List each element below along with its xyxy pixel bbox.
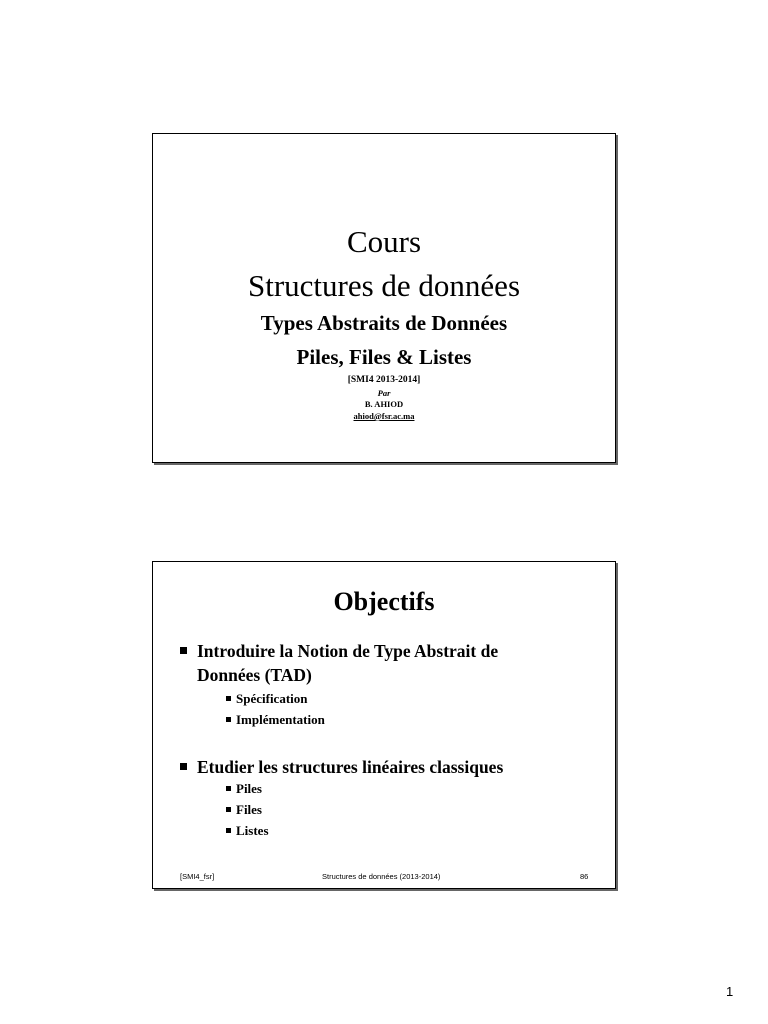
sub-bullet-implementation bbox=[226, 712, 325, 728]
bullet-square-icon bbox=[226, 786, 231, 791]
footer-left: [SMI4_fsr] bbox=[180, 872, 215, 881]
title-line-2: Structures de données bbox=[247, 268, 521, 303]
sub-bullet-text: Spécification bbox=[236, 691, 308, 706]
par-label: Par bbox=[377, 388, 391, 398]
bullet-item-tad bbox=[180, 639, 580, 687]
sub-bullet-listes bbox=[226, 823, 269, 839]
bullet-square-icon bbox=[226, 828, 231, 833]
session-label: [SMI4 2013-2014] bbox=[347, 375, 421, 385]
objectifs-title: Objectifs bbox=[333, 587, 435, 616]
page-number: 1 bbox=[726, 984, 734, 999]
footer-slide-number: 86 bbox=[580, 872, 589, 881]
bullet-square-icon bbox=[226, 696, 231, 701]
sub-bullet-text: Listes bbox=[236, 823, 269, 838]
sub-bullet-piles bbox=[226, 781, 262, 797]
bullet-square-icon bbox=[226, 717, 231, 722]
bullet-text-line2: Données (TAD) bbox=[197, 665, 312, 685]
author-email-row bbox=[0, 411, 768, 422]
bullet-square-icon bbox=[180, 647, 187, 654]
author-name: B. AHIOD bbox=[364, 399, 404, 409]
bullet-square-icon bbox=[180, 763, 187, 770]
footer-center: Structures de données (2013-2014) bbox=[322, 872, 441, 881]
bullet-text: Etudier les structures linéaires classiques bbox=[197, 757, 504, 777]
sub-bullet-text: Implémentation bbox=[236, 712, 325, 727]
subtitle-line-1: Types Abstraits de Données bbox=[260, 311, 508, 335]
subtitle-line-2: Piles, Files & Listes bbox=[296, 345, 472, 369]
sub-bullet-specification bbox=[226, 691, 308, 707]
sub-bullet-text: Files bbox=[236, 802, 262, 817]
author-email-link[interactable]: ahiod@fsr.ac.ma bbox=[353, 411, 415, 421]
title-line-1: Cours bbox=[346, 224, 422, 259]
bullet-text-line1: Introduire la Notion de Type Abstrait de bbox=[197, 641, 499, 661]
sub-bullet-files bbox=[226, 802, 262, 818]
bullet-square-icon bbox=[226, 807, 231, 812]
sub-bullet-text: Piles bbox=[236, 781, 262, 796]
bullet-item-structures bbox=[180, 755, 580, 779]
